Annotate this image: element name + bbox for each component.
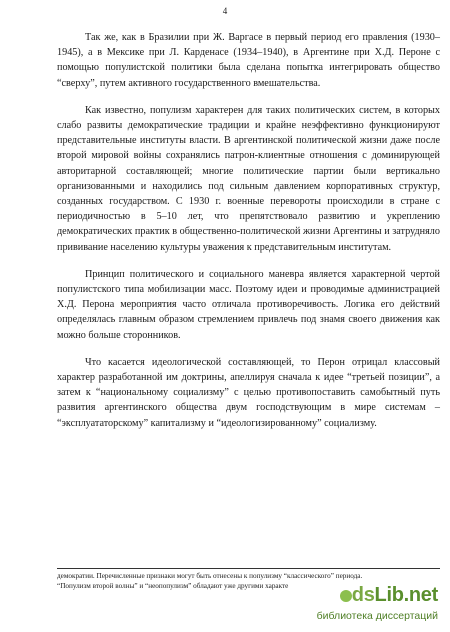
logo-suffix: Lib.net xyxy=(374,584,438,606)
document-body xyxy=(57,30,440,431)
paragraph: Что касается идеологической составляющей, то Перон отрицал классовый характер разработанной им доктрины, апеллируя сначала к идее “третьей позиции”, а затем к “национальному социализму” с целью противопоставить самобытный путь развития аргентинского общества двум господствующим в мире системам – “эксплуататорскому” капитализму и “идеологизированному” социализму. xyxy=(57,356,440,429)
watermark-caption: библиотека диссертаций xyxy=(316,610,438,622)
watermark-badge-icon xyxy=(340,590,352,602)
paragraph: Как известно, популизм характерен для таких политических систем, в которых слабо развиты демократические традиции и крайне неэффективно функционируют представительные институты власти. В аргентинской политической жизни даже после второй мировой войны сохранялись патрон-клиентные отношения с доминирующей авторитарной составляющей; многие политические партии были вертикально организованными и находились под сильным давлением корпоративных структур, созданных государством. С 1930 г. военные перевороты происходили в стране с периодичностью в 5–10 лет, что препятствовало развитию и укреплению демократических практик в общественно-политической жизни Аргентины и затрудняло прививание населению культуры уважения к представительным институтам. xyxy=(57,104,440,253)
footnote-text: демократии. Перечисленные признаки могут быть отнесены к популизму “классического” периода. “Популизм второй волны” и “неопопулизм” обладают уже другими характе xyxy=(57,572,363,590)
logo-prefix: ds xyxy=(351,584,375,606)
page-number: 4 xyxy=(222,6,228,16)
footnote-divider xyxy=(57,568,440,569)
paragraph: Принцип политического и социального маневра является характерной чертой популистского типа мобилизации масс. Поэтому идеи и проводимые администрацией Х.Д. Перона мероприятия часто отличала противоречивость. Логика его действий определялась главным образом стремлением привлечь под знамя своего движения как можно больше сторонников. xyxy=(57,268,440,341)
dslib-watermark xyxy=(292,584,442,628)
watermark-logo xyxy=(352,584,438,607)
paragraph: Так же, как в Бразилии при Ж. Варгасе в первый период его правления (1930–1945), а в Мексике при Л. Карденасе (1934–1940), в Аргентине при Х.Д. Пероне с помощью популистской политики была сделана попытка интегрировать общество “сверху”, путем активного государственного вмешательства. xyxy=(57,32,440,89)
